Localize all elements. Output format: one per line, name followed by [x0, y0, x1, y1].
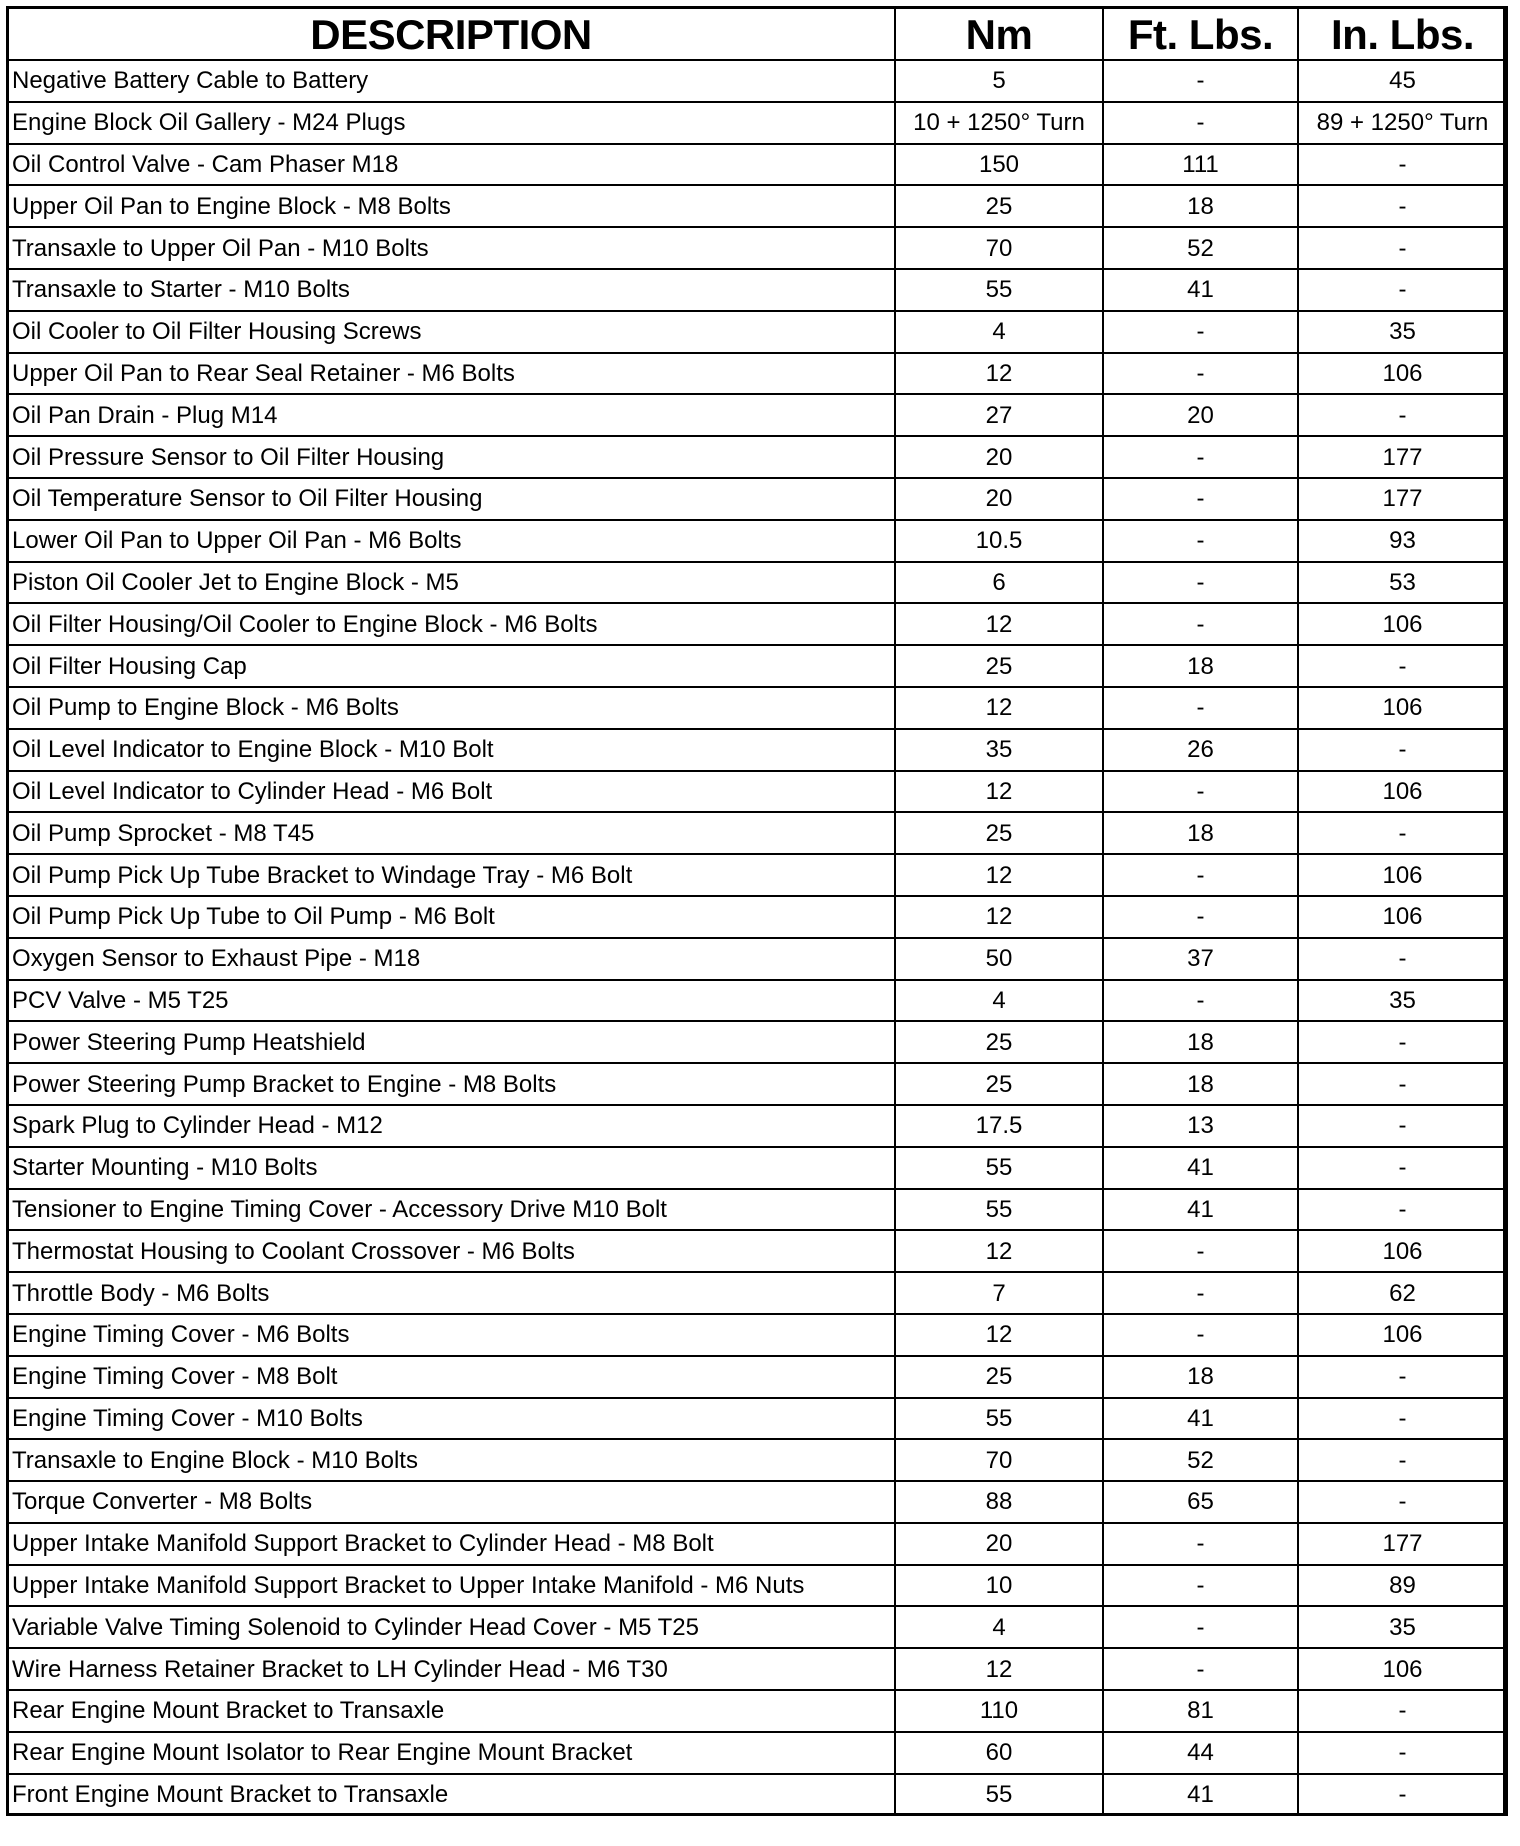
- header-row: [7, 7, 1507, 60]
- cell-description: Engine Timing Cover - M10 Bolts: [7, 1398, 895, 1440]
- cell-in-lbs: 35: [1298, 980, 1507, 1022]
- table-row: [7, 1774, 1507, 1816]
- table-row: [7, 938, 1507, 980]
- cell-description: Oil Temperature Sensor to Oil Filter Housing: [7, 478, 895, 520]
- cell-ft-lbs: 18: [1103, 645, 1298, 687]
- table-row: [7, 854, 1507, 896]
- cell-description: Upper Intake Manifold Support Bracket to Upper Intake Manifold - M6 Nuts: [7, 1565, 895, 1607]
- cell-ft-lbs: 81: [1103, 1690, 1298, 1732]
- cell-ft-lbs: -: [1103, 60, 1298, 102]
- cell-in-lbs: 45: [1298, 60, 1507, 102]
- cell-in-lbs: -: [1298, 1021, 1507, 1063]
- cell-description: Oil Filter Housing Cap: [7, 645, 895, 687]
- table-row: [7, 60, 1507, 102]
- cell-nm: 7: [895, 1272, 1103, 1314]
- cell-nm: 12: [895, 603, 1103, 645]
- cell-description: Wire Harness Retainer Bracket to LH Cylinder Head - M6 T30: [7, 1648, 895, 1690]
- cell-ft-lbs: 41: [1103, 1189, 1298, 1231]
- cell-nm: 70: [895, 1439, 1103, 1481]
- cell-ft-lbs: 41: [1103, 1774, 1298, 1816]
- header-nm: Nm: [895, 7, 1103, 60]
- cell-description: Spark Plug to Cylinder Head - M12: [7, 1105, 895, 1147]
- cell-in-lbs: 93: [1298, 520, 1507, 562]
- table-row: [7, 394, 1507, 436]
- cell-in-lbs: 106: [1298, 1230, 1507, 1272]
- table-row: [7, 687, 1507, 729]
- table-row: [7, 1272, 1507, 1314]
- cell-in-lbs: -: [1298, 227, 1507, 269]
- cell-ft-lbs: 20: [1103, 394, 1298, 436]
- cell-ft-lbs: 37: [1103, 938, 1298, 980]
- torque-spec-sheet: [6, 6, 1506, 1816]
- cell-nm: 27: [895, 394, 1103, 436]
- table-row: [7, 1314, 1507, 1356]
- cell-ft-lbs: -: [1103, 353, 1298, 395]
- cell-nm: 55: [895, 1398, 1103, 1440]
- cell-description: Upper Oil Pan to Rear Seal Retainer - M6 Bolts: [7, 353, 895, 395]
- cell-description: Upper Oil Pan to Engine Block - M8 Bolts: [7, 185, 895, 227]
- cell-in-lbs: 89: [1298, 1565, 1507, 1607]
- table-row: [7, 1105, 1507, 1147]
- cell-nm: 70: [895, 227, 1103, 269]
- cell-description: Rear Engine Mount Isolator to Rear Engine Mount Bracket: [7, 1732, 895, 1774]
- cell-nm: 50: [895, 938, 1103, 980]
- cell-description: Piston Oil Cooler Jet to Engine Block - M5: [7, 562, 895, 604]
- cell-in-lbs: -: [1298, 1732, 1507, 1774]
- cell-nm: 55: [895, 269, 1103, 311]
- cell-in-lbs: 106: [1298, 603, 1507, 645]
- table-row: [7, 102, 1507, 144]
- table-body: [7, 60, 1507, 1815]
- cell-nm: 25: [895, 812, 1103, 854]
- cell-ft-lbs: -: [1103, 478, 1298, 520]
- cell-in-lbs: 106: [1298, 1648, 1507, 1690]
- table-row: [7, 645, 1507, 687]
- table-row: [7, 1481, 1507, 1523]
- table-row: [7, 436, 1507, 478]
- cell-in-lbs: 53: [1298, 562, 1507, 604]
- table-row: [7, 520, 1507, 562]
- cell-ft-lbs: 52: [1103, 227, 1298, 269]
- cell-nm: 25: [895, 1356, 1103, 1398]
- cell-ft-lbs: -: [1103, 854, 1298, 896]
- cell-description: Power Steering Pump Heatshield: [7, 1021, 895, 1063]
- table-row: [7, 1439, 1507, 1481]
- cell-description: Oil Level Indicator to Cylinder Head - M6 Bolt: [7, 771, 895, 813]
- table-row: [7, 1690, 1507, 1732]
- cell-ft-lbs: -: [1103, 436, 1298, 478]
- table-row: [7, 812, 1507, 854]
- cell-ft-lbs: -: [1103, 562, 1298, 604]
- table-row: [7, 1356, 1507, 1398]
- cell-ft-lbs: 26: [1103, 729, 1298, 771]
- cell-nm: 4: [895, 1606, 1103, 1648]
- cell-ft-lbs: 44: [1103, 1732, 1298, 1774]
- cell-ft-lbs: 18: [1103, 1356, 1298, 1398]
- cell-ft-lbs: -: [1103, 896, 1298, 938]
- cell-ft-lbs: -: [1103, 980, 1298, 1022]
- cell-in-lbs: -: [1298, 269, 1507, 311]
- cell-description: Oil Pump Pick Up Tube to Oil Pump - M6 Bolt: [7, 896, 895, 938]
- table-row: [7, 1523, 1507, 1565]
- cell-nm: 12: [895, 353, 1103, 395]
- cell-ft-lbs: 41: [1103, 1147, 1298, 1189]
- cell-nm: 12: [895, 896, 1103, 938]
- table-row: [7, 1021, 1507, 1063]
- cell-nm: 25: [895, 185, 1103, 227]
- cell-nm: 25: [895, 1063, 1103, 1105]
- cell-nm: 10.5: [895, 520, 1103, 562]
- cell-in-lbs: -: [1298, 1398, 1507, 1440]
- header-ft-lbs: Ft. Lbs.: [1103, 7, 1298, 60]
- table-row: [7, 144, 1507, 186]
- cell-in-lbs: -: [1298, 1690, 1507, 1732]
- table-row: [7, 1147, 1507, 1189]
- cell-ft-lbs: 52: [1103, 1439, 1298, 1481]
- cell-ft-lbs: -: [1103, 771, 1298, 813]
- table-row: [7, 980, 1507, 1022]
- cell-nm: 20: [895, 478, 1103, 520]
- cell-nm: 12: [895, 771, 1103, 813]
- cell-in-lbs: -: [1298, 812, 1507, 854]
- table-row: [7, 1732, 1507, 1774]
- cell-description: Oil Cooler to Oil Filter Housing Screws: [7, 311, 895, 353]
- cell-ft-lbs: -: [1103, 311, 1298, 353]
- cell-in-lbs: 106: [1298, 687, 1507, 729]
- cell-ft-lbs: 13: [1103, 1105, 1298, 1147]
- table-row: [7, 1189, 1507, 1231]
- cell-description: Engine Timing Cover - M6 Bolts: [7, 1314, 895, 1356]
- cell-in-lbs: -: [1298, 1189, 1507, 1231]
- cell-nm: 25: [895, 645, 1103, 687]
- cell-in-lbs: 89 + 1250° Turn: [1298, 102, 1507, 144]
- cell-in-lbs: -: [1298, 645, 1507, 687]
- table-row: [7, 311, 1507, 353]
- cell-in-lbs: -: [1298, 1147, 1507, 1189]
- cell-nm: 4: [895, 980, 1103, 1022]
- cell-description: Oxygen Sensor to Exhaust Pipe - M18: [7, 938, 895, 980]
- cell-in-lbs: 106: [1298, 854, 1507, 896]
- cell-ft-lbs: 111: [1103, 144, 1298, 186]
- cell-ft-lbs: 18: [1103, 812, 1298, 854]
- cell-description: Rear Engine Mount Bracket to Transaxle: [7, 1690, 895, 1732]
- cell-in-lbs: 35: [1298, 311, 1507, 353]
- table-row: [7, 771, 1507, 813]
- cell-description: Oil Level Indicator to Engine Block - M10 Bolt: [7, 729, 895, 771]
- cell-description: Negative Battery Cable to Battery: [7, 60, 895, 102]
- cell-nm: 4: [895, 311, 1103, 353]
- cell-in-lbs: -: [1298, 1356, 1507, 1398]
- cell-ft-lbs: -: [1103, 1565, 1298, 1607]
- cell-description: Engine Timing Cover - M8 Bolt: [7, 1356, 895, 1398]
- table-row: [7, 603, 1507, 645]
- cell-ft-lbs: -: [1103, 1606, 1298, 1648]
- cell-in-lbs: 106: [1298, 771, 1507, 813]
- table-row: [7, 1606, 1507, 1648]
- cell-description: Lower Oil Pan to Upper Oil Pan - M6 Bolts: [7, 520, 895, 562]
- cell-in-lbs: -: [1298, 394, 1507, 436]
- cell-nm: 5: [895, 60, 1103, 102]
- cell-in-lbs: 62: [1298, 1272, 1507, 1314]
- torque-spec-table: [6, 6, 1508, 1816]
- table-row: [7, 1230, 1507, 1272]
- cell-in-lbs: 177: [1298, 436, 1507, 478]
- cell-nm: 12: [895, 687, 1103, 729]
- table-row: [7, 1565, 1507, 1607]
- cell-in-lbs: 106: [1298, 353, 1507, 395]
- cell-ft-lbs: 41: [1103, 1398, 1298, 1440]
- cell-ft-lbs: -: [1103, 520, 1298, 562]
- cell-nm: 150: [895, 144, 1103, 186]
- cell-nm: 35: [895, 729, 1103, 771]
- cell-nm: 88: [895, 1481, 1103, 1523]
- table-row: [7, 353, 1507, 395]
- cell-in-lbs: -: [1298, 1481, 1507, 1523]
- table-row: [7, 478, 1507, 520]
- cell-ft-lbs: 41: [1103, 269, 1298, 311]
- cell-in-lbs: -: [1298, 185, 1507, 227]
- cell-nm: 55: [895, 1189, 1103, 1231]
- cell-ft-lbs: -: [1103, 687, 1298, 729]
- cell-description: Transaxle to Engine Block - M10 Bolts: [7, 1439, 895, 1481]
- header-description: DESCRIPTION: [7, 7, 895, 60]
- cell-description: Engine Block Oil Gallery - M24 Plugs: [7, 102, 895, 144]
- table-row: [7, 896, 1507, 938]
- cell-description: Thermostat Housing to Coolant Crossover - M6 Bolts: [7, 1230, 895, 1272]
- cell-description: Front Engine Mount Bracket to Transaxle: [7, 1774, 895, 1816]
- table-row: [7, 1063, 1507, 1105]
- cell-nm: 60: [895, 1732, 1103, 1774]
- cell-nm: 10 + 1250° Turn: [895, 102, 1103, 144]
- cell-in-lbs: -: [1298, 1774, 1507, 1816]
- cell-description: Variable Valve Timing Solenoid to Cylinder Head Cover - M5 T25: [7, 1606, 895, 1648]
- cell-in-lbs: 106: [1298, 1314, 1507, 1356]
- cell-in-lbs: -: [1298, 1439, 1507, 1481]
- cell-description: Starter Mounting - M10 Bolts: [7, 1147, 895, 1189]
- cell-nm: 20: [895, 436, 1103, 478]
- cell-description: Oil Pump Pick Up Tube Bracket to Windage Tray - M6 Bolt: [7, 854, 895, 896]
- cell-nm: 12: [895, 1314, 1103, 1356]
- cell-description: Power Steering Pump Bracket to Engine - M8 Bolts: [7, 1063, 895, 1105]
- cell-nm: 10: [895, 1565, 1103, 1607]
- cell-nm: 6: [895, 562, 1103, 604]
- table-row: [7, 227, 1507, 269]
- cell-in-lbs: 106: [1298, 896, 1507, 938]
- cell-description: Oil Pan Drain - Plug M14: [7, 394, 895, 436]
- cell-nm: 12: [895, 1230, 1103, 1272]
- cell-nm: 55: [895, 1774, 1103, 1816]
- cell-description: Upper Intake Manifold Support Bracket to Cylinder Head - M8 Bolt: [7, 1523, 895, 1565]
- table-row: [7, 185, 1507, 227]
- cell-description: Torque Converter - M8 Bolts: [7, 1481, 895, 1523]
- table-row: [7, 729, 1507, 771]
- cell-description: Oil Pump Sprocket - M8 T45: [7, 812, 895, 854]
- cell-in-lbs: -: [1298, 729, 1507, 771]
- cell-description: Oil Pump to Engine Block - M6 Bolts: [7, 687, 895, 729]
- cell-in-lbs: -: [1298, 1063, 1507, 1105]
- cell-ft-lbs: -: [1103, 1523, 1298, 1565]
- cell-ft-lbs: -: [1103, 102, 1298, 144]
- cell-in-lbs: 177: [1298, 1523, 1507, 1565]
- cell-nm: 12: [895, 1648, 1103, 1690]
- cell-description: Transaxle to Upper Oil Pan - M10 Bolts: [7, 227, 895, 269]
- cell-nm: 17.5: [895, 1105, 1103, 1147]
- cell-description: Oil Filter Housing/Oil Cooler to Engine Block - M6 Bolts: [7, 603, 895, 645]
- cell-ft-lbs: -: [1103, 603, 1298, 645]
- cell-ft-lbs: 18: [1103, 185, 1298, 227]
- table-row: [7, 1648, 1507, 1690]
- cell-description: PCV Valve - M5 T25: [7, 980, 895, 1022]
- cell-description: Oil Control Valve - Cam Phaser M18: [7, 144, 895, 186]
- cell-ft-lbs: -: [1103, 1648, 1298, 1690]
- cell-in-lbs: -: [1298, 144, 1507, 186]
- cell-ft-lbs: 65: [1103, 1481, 1298, 1523]
- table-row: [7, 1398, 1507, 1440]
- cell-nm: 12: [895, 854, 1103, 896]
- cell-description: Throttle Body - M6 Bolts: [7, 1272, 895, 1314]
- cell-ft-lbs: 18: [1103, 1021, 1298, 1063]
- cell-nm: 55: [895, 1147, 1103, 1189]
- cell-description: Tensioner to Engine Timing Cover - Accessory Drive M10 Bolt: [7, 1189, 895, 1231]
- header-in-lbs: In. Lbs.: [1298, 7, 1507, 60]
- cell-in-lbs: 35: [1298, 1606, 1507, 1648]
- cell-ft-lbs: -: [1103, 1230, 1298, 1272]
- cell-in-lbs: -: [1298, 938, 1507, 980]
- cell-description: Transaxle to Starter - M10 Bolts: [7, 269, 895, 311]
- cell-nm: 20: [895, 1523, 1103, 1565]
- cell-in-lbs: 177: [1298, 478, 1507, 520]
- table-row: [7, 269, 1507, 311]
- cell-ft-lbs: -: [1103, 1314, 1298, 1356]
- cell-nm: 25: [895, 1021, 1103, 1063]
- cell-ft-lbs: 18: [1103, 1063, 1298, 1105]
- cell-nm: 110: [895, 1690, 1103, 1732]
- cell-in-lbs: -: [1298, 1105, 1507, 1147]
- cell-ft-lbs: -: [1103, 1272, 1298, 1314]
- cell-description: Oil Pressure Sensor to Oil Filter Housing: [7, 436, 895, 478]
- table-row: [7, 562, 1507, 604]
